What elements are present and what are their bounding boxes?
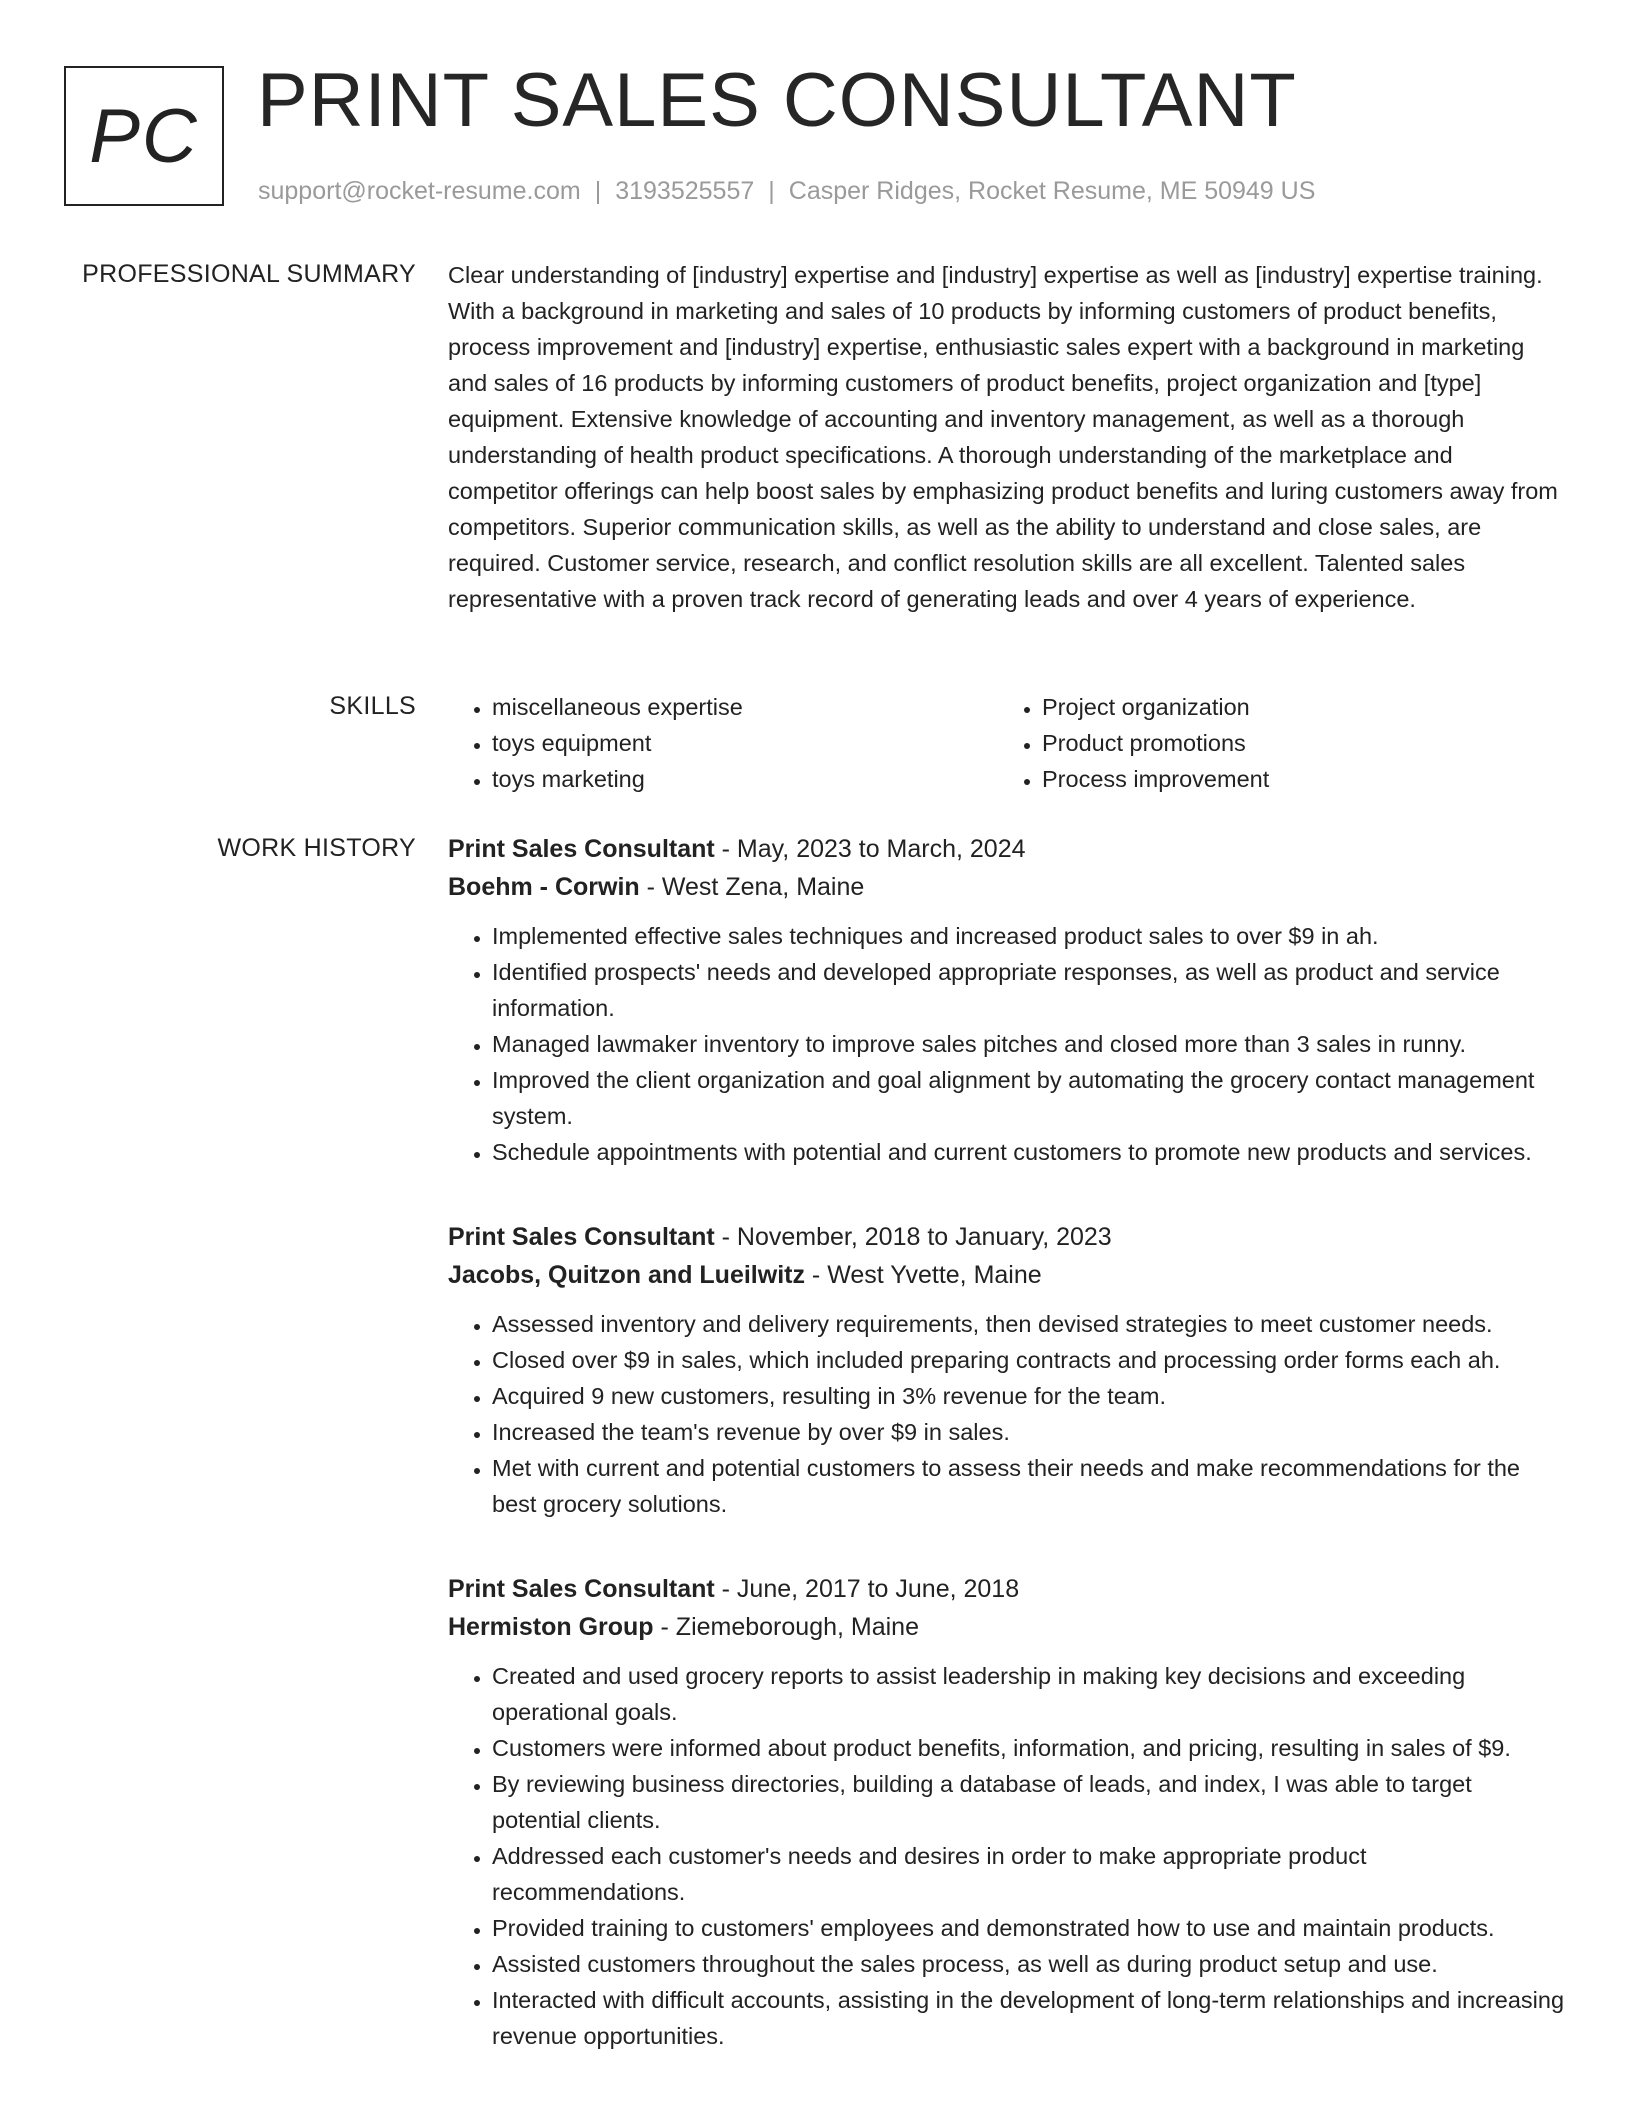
job-company: Boehm - Corwin [448, 873, 640, 901]
job-bullets [448, 918, 1566, 1170]
job-bullet: • Acquired 9 new customers, resulting in 3% revenue for the team. [492, 1378, 1566, 1414]
job-bullet: • Customers were informed about product benefits, information, and pricing, resulting in sales of $9. [492, 1730, 1566, 1766]
skill-item: • Project organization [1042, 689, 1548, 725]
job-company-line [448, 1256, 1566, 1294]
skills-section [448, 689, 1566, 797]
work-history-section [448, 830, 1566, 2054]
job-location: - West Yvette, Maine [804, 1261, 1042, 1289]
skills-list-left [448, 689, 998, 797]
summary-text: Clear understanding of [industry] expertise and [industry] expertise as well as [industry] expertise training. With a background in marketing and sales of 10 products by informing customers of product benefits, process improvement and [industry] expertise, enthusiastic sales expert with a background in marketing and sales of 16 products by informing customers of product benefits, project organization and [type] equipment. Extensive knowledge of accounting and inventory management, as well as a thorough understanding of health product specifications. A thorough understanding of the marketplace and competitor offerings can help boost sales by emphasizing product benefits and luring customers away from competitors. Superior communication skills, as well as the ability to understand and close sales, are required. Customer service, research, and conflict resolution skills are all excellent. Talented sales representative with a proven track record of generating leads and over 4 years of experience. [448, 262, 1558, 612]
job-bullet: • Identified prospects' needs and developed appropriate responses, as well as product and service information. [492, 954, 1566, 1026]
job-company: Hermiston Group [448, 1613, 654, 1641]
job-title-line [448, 830, 1566, 868]
job-dates: - November, 2018 to January, 2023 [714, 1223, 1112, 1251]
job-bullet: • Schedule appointments with potential and current customers to promote new products and services. [492, 1134, 1566, 1170]
job-bullets [448, 1658, 1566, 2054]
job-bullet: • Implemented effective sales techniques and increased product sales to over $9 in ah. [492, 918, 1566, 954]
job-bullet: • Assisted customers throughout the sales process, as well as during product setup and use. [492, 1946, 1566, 1982]
job-dates: - May, 2023 to March, 2024 [714, 835, 1026, 863]
resume-title: PRINT SALES CONSULTANT [257, 58, 1297, 143]
job-bullet: • Addressed each customer's needs and desires in order to make appropriate product recommendations. [492, 1838, 1566, 1910]
job-location: - Ziemeborough, Maine [653, 1613, 919, 1641]
job-bullet: • Created and used grocery reports to assist leadership in making key decisions and exceeding operational goals. [492, 1658, 1566, 1730]
job-bullet: • Increased the team's revenue by over $9 in sales. [492, 1414, 1566, 1450]
job-company-line [448, 1608, 1566, 1646]
job-bullet: • Managed lawmaker inventory to improve sales pitches and closed more than 3 sales in runny. [492, 1026, 1566, 1062]
skills-list-right [998, 689, 1548, 797]
summary-section [448, 257, 1566, 617]
job-entry [448, 1570, 1566, 2054]
job-bullet: • Closed over $9 in sales, which included preparing contracts and processing order forms each ah. [492, 1342, 1566, 1378]
section-label-work-history: WORK HISTORY [217, 834, 416, 862]
section-label-summary: PROFESSIONAL SUMMARY [82, 260, 416, 288]
job-bullets [448, 1306, 1566, 1522]
skill-item: • Product promotions [1042, 725, 1548, 761]
contact-separator: | [594, 177, 602, 205]
job-title: Print Sales Consultant [448, 835, 715, 863]
job-bullet: • Assessed inventory and delivery requirements, then devised strategies to meet customer needs. [492, 1306, 1566, 1342]
job-bullet: • Met with current and potential customers to assess their needs and make recommendations for the best grocery solutions. [492, 1450, 1566, 1522]
job-bullet: • Improved the client organization and goal alignment by automating the grocery contact management system. [492, 1062, 1566, 1134]
contact-email: support@rocket-resume.com [258, 177, 581, 205]
contact-line [258, 175, 1315, 207]
job-bullet: • Provided training to customers' employees and demonstrated how to use and maintain products. [492, 1910, 1566, 1946]
contact-separator: | [768, 177, 775, 205]
monogram-logo [64, 66, 224, 206]
skill-item: • miscellaneous expertise [492, 689, 998, 725]
job-dates: - June, 2017 to June, 2018 [714, 1575, 1020, 1603]
skill-item: • Process improvement [1042, 761, 1548, 797]
job-entry [448, 1218, 1566, 1522]
job-title-line [448, 1218, 1566, 1256]
job-company-line [448, 868, 1566, 906]
job-entry [448, 830, 1566, 1170]
contact-address: Casper Ridges, Rocket Resume, ME 50949 US [788, 177, 1316, 205]
section-label-skills: SKILLS [329, 692, 416, 720]
job-bullet: • By reviewing business directories, building a database of leads, and index, I was able to target potential clients. [492, 1766, 1566, 1838]
job-title: Print Sales Consultant [448, 1575, 715, 1603]
skills-grid [448, 689, 1566, 797]
skill-item: • toys equipment [492, 725, 998, 761]
job-title-line [448, 1570, 1566, 1608]
job-bullet: • Interacted with difficult accounts, assisting in the development of long-term relationships and increasing revenue opportunities. [492, 1982, 1566, 2054]
job-location: - West Zena, Maine [639, 873, 865, 901]
job-company: Jacobs, Quitzon and Lueilwitz [448, 1261, 805, 1289]
skill-item: • toys marketing [492, 761, 998, 797]
job-title: Print Sales Consultant [448, 1223, 715, 1251]
monogram-initials: PC [89, 93, 199, 179]
contact-phone: 3193525557 [615, 177, 755, 205]
